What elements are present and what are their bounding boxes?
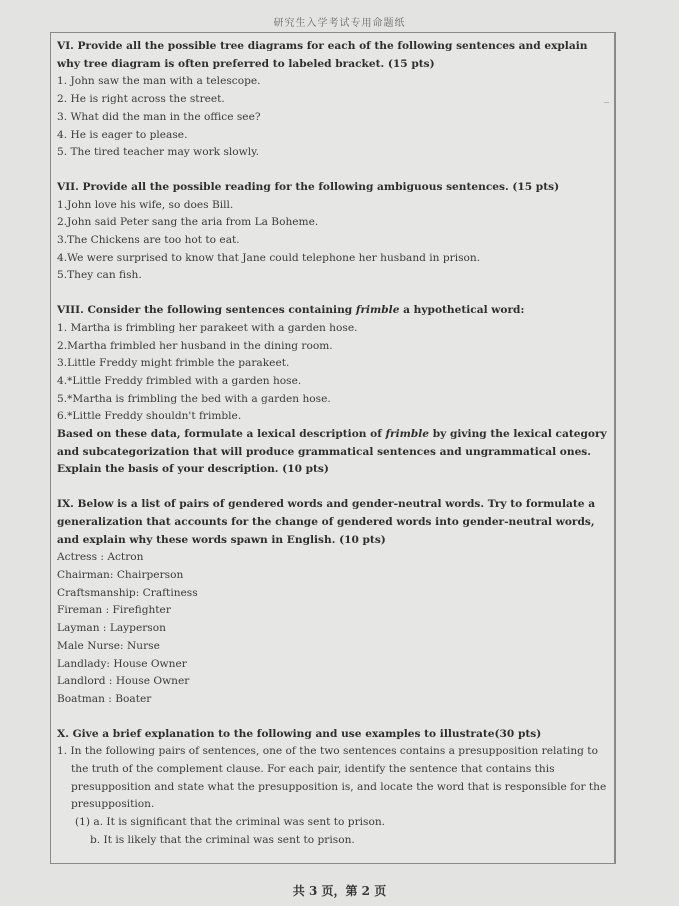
question-7-item: 1.John love his wife, so does Bill.	[57, 198, 234, 211]
question-8-title	[57, 302, 613, 320]
word-pair: Fireman : Firefighter	[57, 604, 171, 617]
question-8-item: 5.*Martha is frimbling the bed with a garden hose.	[57, 392, 331, 405]
question-10	[57, 726, 613, 850]
question-7-item: 2.John said Peter sang the aria from La Boheme.	[57, 216, 319, 229]
word-pair: Landlord : House Owner	[57, 675, 190, 688]
question-8-item: 2.Martha frimbled her husband in the dining room.	[57, 339, 333, 352]
word-pair: Male Nurse: Nurse	[57, 639, 160, 652]
question-8-item: 3.Little Freddy might frimble the parakeet.	[57, 357, 290, 370]
page-footer: 共 3 页，第 2 页	[292, 884, 387, 898]
question-8-title-pre: VIII. Consider the following sentences containing	[57, 304, 356, 317]
question-6-item: 2. He is right across the street.	[57, 93, 225, 106]
question-7-item: 4.We were surprised to know that Jane could telephone her husband in prison.	[57, 251, 481, 264]
stray-mark: ‾	[604, 102, 609, 113]
question-6-item: 4. He is eager to please.	[57, 128, 188, 141]
question-6-title: VI. Provide all the possible tree diagrams for each of the following sentences and explain why tree diagram is often preferred to labeled bracket. (15 pts)	[57, 40, 588, 70]
word-pair: Layman : Layperson	[57, 622, 166, 635]
question-7	[57, 179, 613, 285]
exam-content	[57, 38, 613, 867]
question-8-item: 6.*Little Freddy shouldn't frimble.	[57, 410, 242, 423]
question-7-title: VII. Provide all the possible reading for the following ambiguous sentences. (15 pts)	[57, 180, 560, 193]
question-6-item: 5. The tired teacher may work slowly.	[57, 146, 260, 159]
question-6	[57, 38, 613, 162]
question-10-sub-a: (1) a. It is significant that the criminal was sent to prison.	[75, 816, 386, 829]
page-header: 研究生入学考试专用命题纸	[273, 18, 406, 29]
question-7-item: 3.The Chickens are too hot to eat.	[57, 234, 240, 247]
question-8-item: 1. Martha is frimbling her parakeet with a garden hose.	[57, 321, 358, 334]
question-8-para-post: by giving the lexical category and subcategorization that will produce grammatical sentences and ungrammatical ones. Explain the basis of your description. (10 pts)	[57, 428, 607, 476]
question-8-title-post: a hypothetical word:	[399, 304, 525, 317]
word-pair: Landlady: House Owner	[57, 657, 187, 670]
word-pair: Actress : Actron	[57, 551, 144, 564]
question-8	[57, 302, 613, 479]
question-10-title: X. Give a brief explanation to the following and use examples to illustrate(30 pts)	[57, 727, 542, 740]
question-10-sub-b: b. It is likely that the criminal was sent to prison.	[90, 833, 355, 846]
word-pair: Chairman: Chairperson	[57, 568, 184, 581]
question-6-item: 3. What did the man in the office see?	[57, 110, 261, 123]
question-8-para-pre: Based on these data, formulate a lexical description of	[57, 428, 386, 441]
question-8-item: 4.*Little Freddy frimbled with a garden hose.	[57, 374, 302, 387]
word-pair: Craftsmanship: Craftiness	[57, 586, 198, 599]
question-10-point-1: 1. In the following pairs of sentences, one of the two sentences contains a presupposition relating to the truth of the complement clause. For each pair, identify the sentence that contains this presupposition and state what the presupposition is, and locate the word that is responsible for the presupposition.	[57, 745, 607, 811]
question-8-instruction	[57, 426, 613, 479]
question-7-item: 5.They can fish.	[57, 269, 142, 282]
question-6-item: 1. John saw the man with a telescope.	[57, 75, 261, 88]
question-8-title-word: frimble	[355, 304, 400, 317]
word-pair: Boatman : Boater	[57, 692, 152, 705]
question-9	[57, 496, 613, 708]
question-9-title: IX. Below is a list of pairs of gendered words and gender-neutral words. Try to formulate a generalization that accounts for the change of gendered words into gender-neutral words, and explain why these words spawn in English. (10 pts)	[57, 498, 596, 546]
question-8-para-word: frimble	[385, 428, 430, 441]
